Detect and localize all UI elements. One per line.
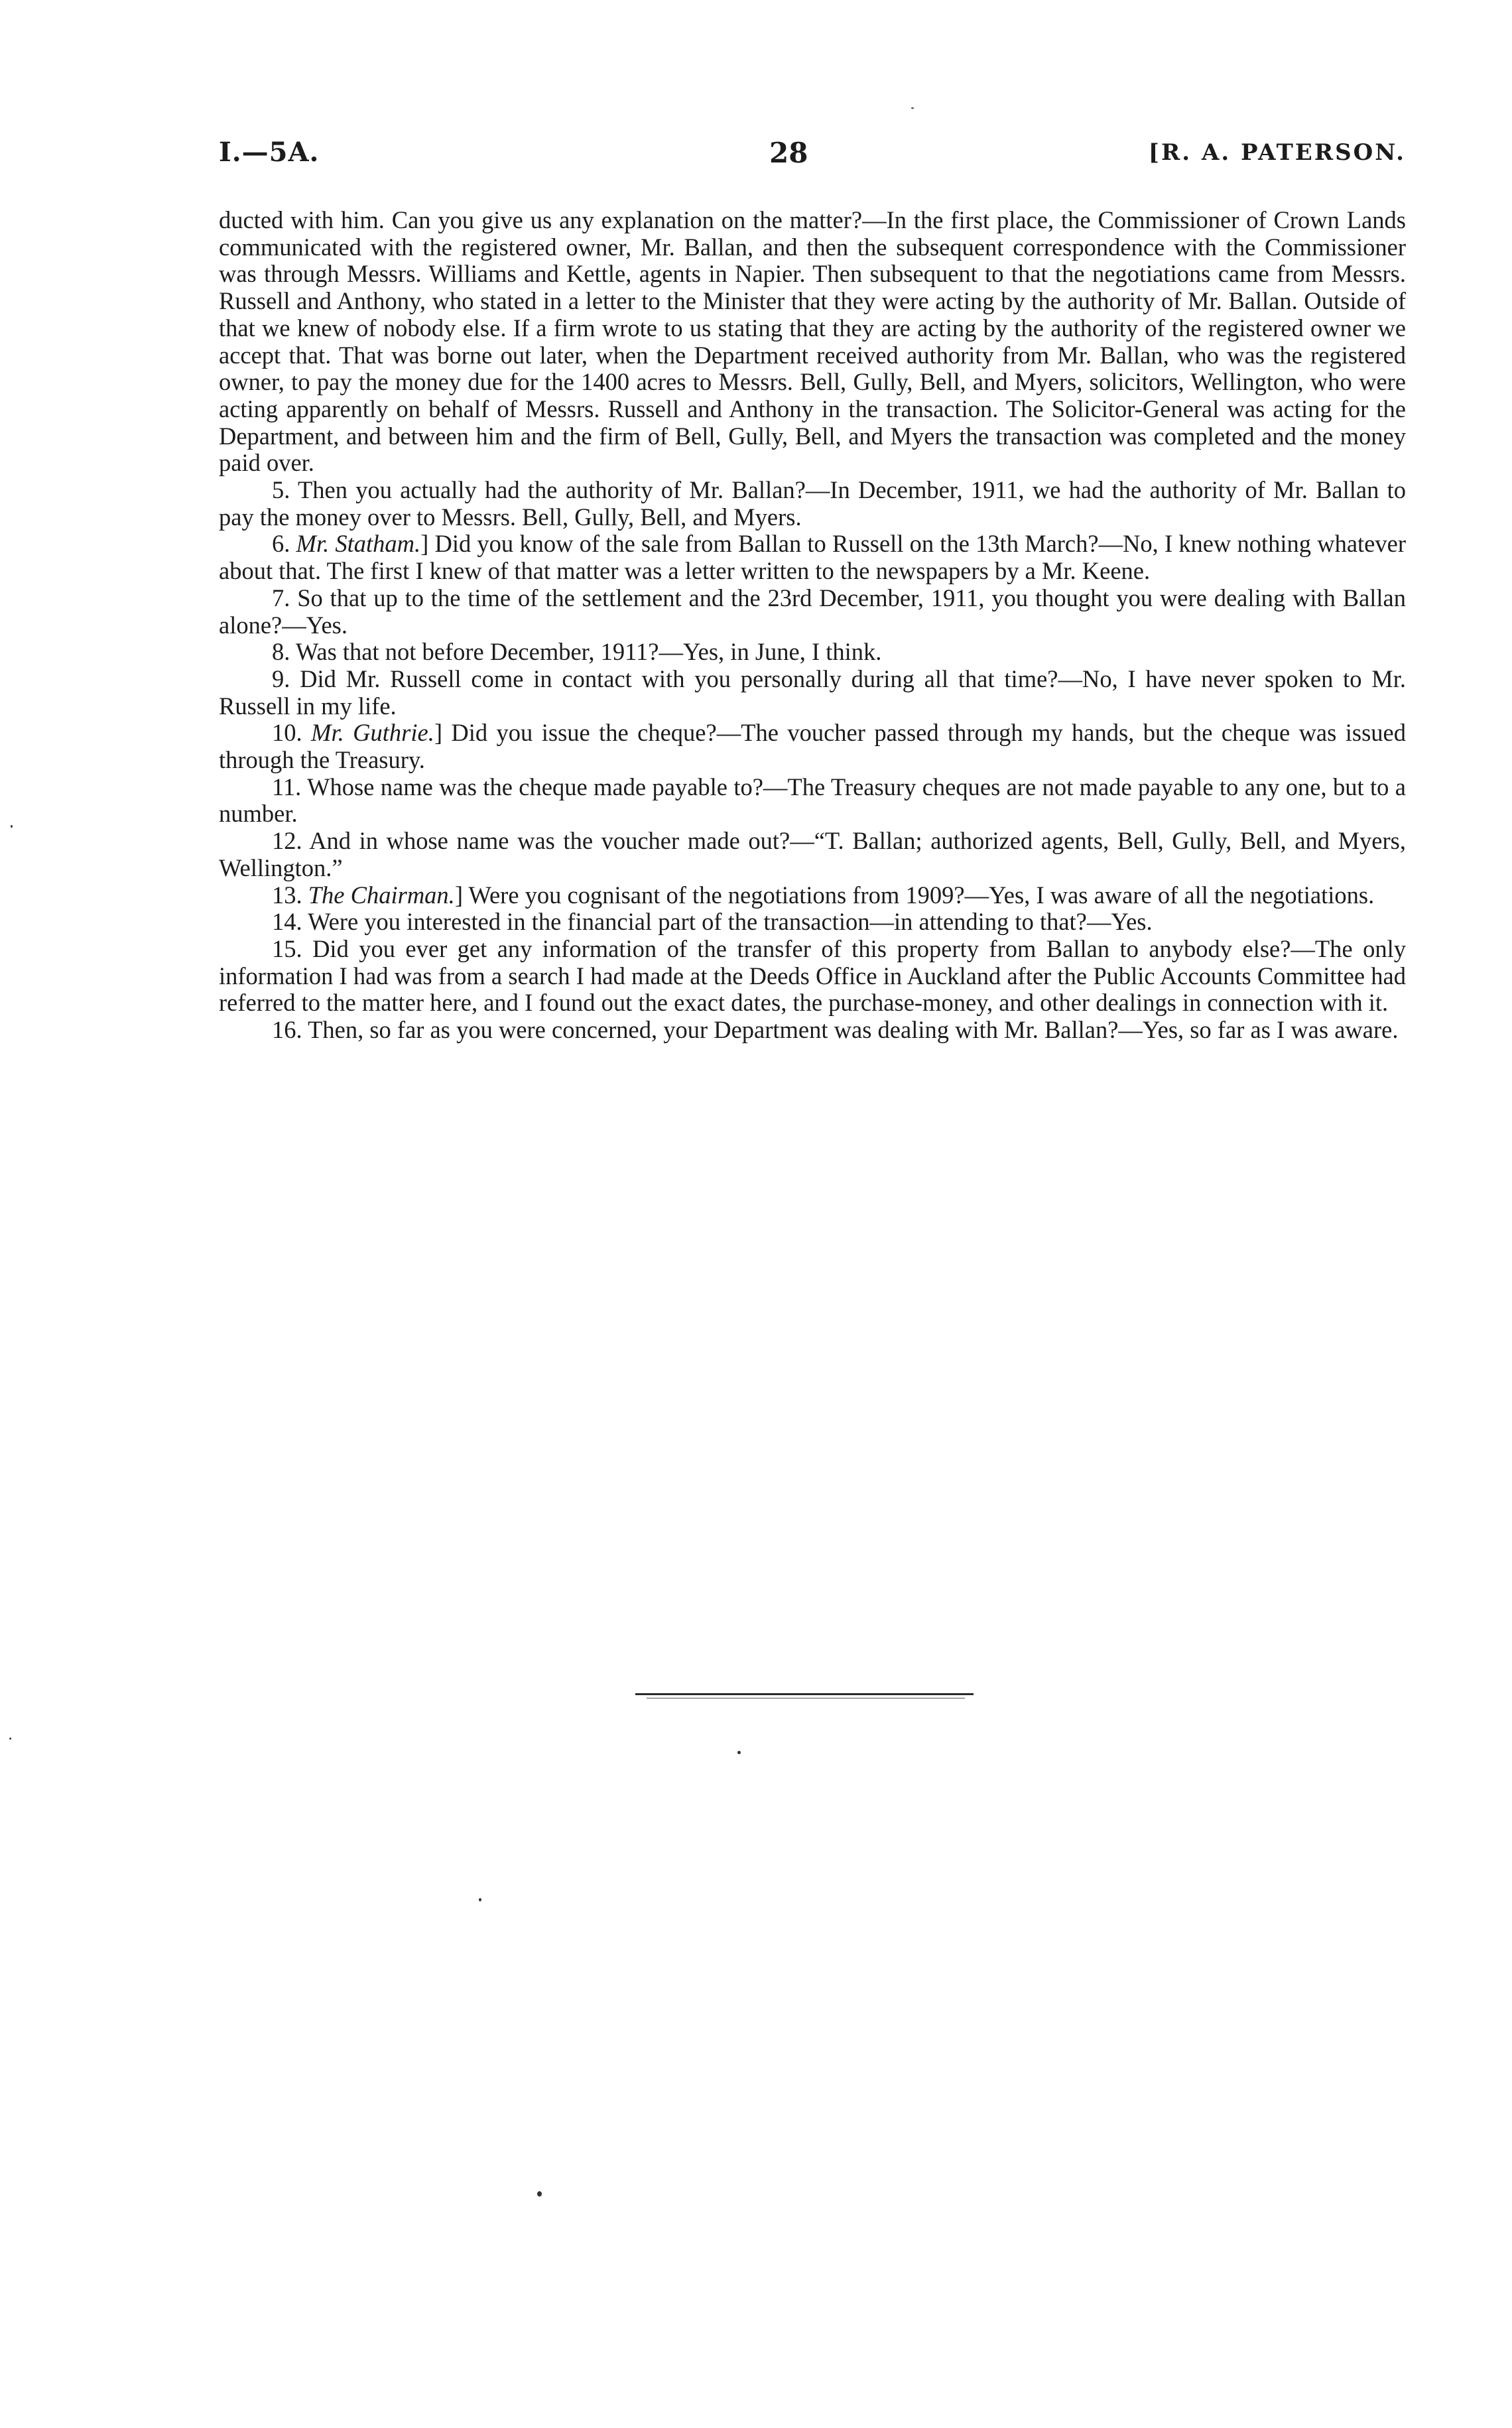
question-text: ] Were you cognisant of the negotiations from 1909?—Yes, I was aware of all the negotiations. bbox=[454, 881, 1375, 909]
continuation-paragraph: ducted with him. Can you give us any explanation on the matter?—In the first place, the Commissioner of Crown Lands communicated with the registered owner, Mr. Ballan, and then the subsequent correspondence with the Commissioner was through Messrs. Williams and Kettle, agents in Napier. Then subsequent to that the negotiations came from Messrs. Russell and Anthony, who stated in a letter to the Minister that they were acting by the authority of Mr. Ballan. Outside of that we knew of nobody else. If a firm wrote to us stating that they are acting by the authority of the registered owner we accept that. That was borne out later, when the Department received authority from Mr. Ballan, who was the registered owner, to pay the money due for the 1400 acres to Messrs. Bell, Gully, Bell, and Myers, solicitors, Wellington, who were acting apparently on behalf of Messrs. Russell and Anthony in the transaction. The Solicitor-General was acting for the Department, and between him and the firm of Bell, Gully, Bell, and Myers the transaction was completed and the money paid over. bbox=[219, 206, 1406, 477]
question-text: So that up to the time of the settlement and the 23rd December, 1911, you thought you were dealing with Ballan alone?—Yes. bbox=[219, 584, 1407, 639]
question-14 bbox=[219, 909, 1406, 936]
question-9 bbox=[219, 666, 1406, 720]
question-text: Whose name was the cheque made payable to?—The Treasury cheques are not made payable to any one, but to a number. bbox=[219, 773, 1406, 828]
question-text: Then, so far as you were concerned, your Department was dealing with Mr. Ballan?—Yes, so far as I was aware. bbox=[308, 1016, 1399, 1044]
question-number: 15. bbox=[272, 934, 302, 962]
page-header bbox=[219, 137, 1406, 176]
question-number: 11. bbox=[272, 773, 302, 800]
question-15 bbox=[219, 936, 1406, 1017]
question-number: 6. bbox=[272, 530, 290, 558]
question-text: And in whose name was the voucher made out?—“T. Ballan; authorized agents, Bell, Gully, Bell, and Myers, Wellington.” bbox=[219, 827, 1406, 881]
question-number: 16. bbox=[272, 1016, 302, 1044]
paper-reference: I.—5A. bbox=[219, 137, 320, 168]
speaker-name: Mr. Guthrie. bbox=[311, 719, 434, 747]
question-text: ] Did you know of the sale from Ballan to Russell on the 13th March?—No, I knew nothing whatever about that. The first I knew of that matter was a letter written to the newspapers by a Mr. Keene. bbox=[219, 530, 1406, 585]
question-number: 7. bbox=[272, 584, 290, 611]
scan-speck bbox=[11, 825, 13, 828]
question-text: ] Did you issue the cheque?—The voucher passed through my hands, but the cheque was issued through the Treasury. bbox=[219, 719, 1407, 774]
question-11 bbox=[219, 774, 1406, 828]
question-text: Did you ever get any information of the transfer of this property from Ballan to anybody else?—The only information I had was from a search I had made at the Deeds Office in Auckland after the Public Accounts Committee had referred to the matter here, and I found out the exact dates, the purchase-money, and other dealings in connection with it. bbox=[219, 934, 1406, 1017]
scan-speck bbox=[9, 1738, 11, 1740]
evidence-text bbox=[219, 207, 1406, 1044]
question-16 bbox=[219, 1017, 1406, 1044]
speaker-name: Mr. Statham. bbox=[296, 530, 421, 558]
witness-name: [R. A. PATERSON. bbox=[1148, 139, 1406, 166]
question-number: 9. bbox=[272, 665, 290, 692]
question-13 bbox=[219, 882, 1406, 909]
question-text: Did Mr. Russell come in contact with you personally during all that time?—No, I have never spoken to Mr. Russell in my life. bbox=[219, 665, 1406, 720]
question-number: 10. bbox=[272, 719, 302, 747]
question-number: 12. bbox=[272, 827, 302, 855]
question-12 bbox=[219, 828, 1406, 881]
scan-speck bbox=[737, 1751, 741, 1754]
end-rule bbox=[635, 1693, 974, 1695]
scan-speck bbox=[479, 1898, 481, 1901]
question-7 bbox=[219, 585, 1406, 639]
question-text: Was that not before December, 1911?—Yes, in June, I think. bbox=[295, 638, 882, 666]
question-text: Then you actually had the authority of Mr. Ballan?—In December, 1911, we had the authority of Mr. Ballan to pay the money over to Messrs. Bell, Gully, Bell, and Myers. bbox=[219, 476, 1406, 531]
question-8 bbox=[219, 639, 1406, 666]
page-number: 28 bbox=[769, 137, 808, 169]
speaker-name: The Chairman. bbox=[308, 881, 455, 909]
question-6 bbox=[219, 531, 1406, 584]
scan-speck bbox=[911, 107, 914, 109]
question-5 bbox=[219, 477, 1406, 531]
question-number: 13. bbox=[272, 881, 302, 909]
question-number: 5. bbox=[272, 476, 290, 504]
question-number: 14. bbox=[272, 908, 302, 936]
scan-speck bbox=[537, 2191, 542, 2197]
question-10 bbox=[219, 720, 1406, 773]
question-text: Were you interested in the financial part of the transaction—in attending to that?—Yes. bbox=[308, 908, 1153, 936]
question-number: 8. bbox=[272, 638, 290, 666]
